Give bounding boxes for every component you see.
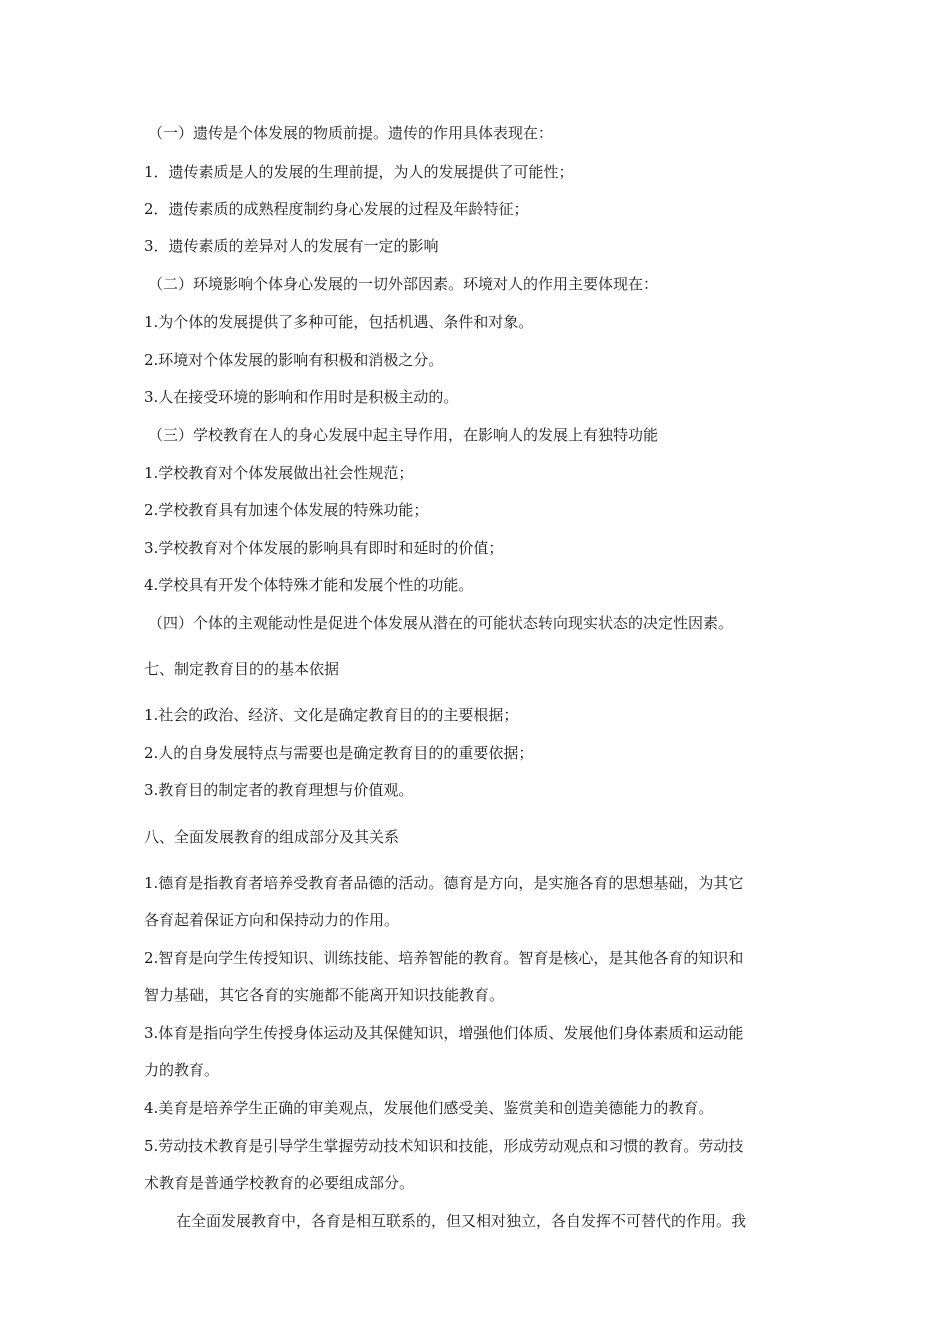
- paragraph-line: 3.体育是指向学生传授身体运动及其保健知识，增强他们体质、发展他们身体素质和运动能: [144, 1024, 744, 1042]
- list-item: 1.为个体的发展提供了多种可能，包括机遇、条件和对象。: [144, 313, 534, 331]
- list-item: 3.教育目的制定者的教育理想与价值观。: [144, 781, 414, 799]
- list-item: 2.人的自身发展特点与需要也是确定教育目的的重要依据；: [144, 744, 534, 762]
- list-item: 1.学校教育对个体发展做出社会性规范；: [144, 464, 414, 482]
- list-item: 2．遗传素质的成熟程度制约身心发展的过程及年龄特征；: [144, 200, 529, 218]
- list-item: 2.学校教育具有加速个体发展的特殊功能；: [144, 501, 429, 519]
- section-heading-environment: （二）环境影响个体身心发展的一切外部因素。环境对人的作用主要体现在：: [148, 275, 659, 293]
- paragraph-line: 在全面发展教育中，各育是相互联系的，但又相对独立，各自发挥不可替代的作用。我: [176, 1212, 747, 1230]
- list-item: 1.社会的政治、经济、文化是确定教育目的的主要根据；: [144, 706, 519, 724]
- paragraph-line: 4.美育是培养学生正确的审美观点，发展他们感受美、鉴赏美和创造美德能力的教育。: [144, 1099, 714, 1117]
- paragraph-line: 各育起着保证方向和保持动力的作用。: [144, 911, 400, 929]
- section-heading-initiative: （四）个体的主观能动性是促进个体发展从潜在的可能状态转向现实状态的决定性因素。: [148, 614, 734, 632]
- paragraph-line: 术教育是普通学校教育的必要组成部分。: [144, 1174, 415, 1192]
- section-heading-heredity: （一）遗传是个体发展的物质前提。遗传的作用具体表现在：: [148, 124, 554, 142]
- list-item: 4.学校具有开发个体特殊才能和发展个性的功能。: [144, 576, 474, 594]
- list-item: 2.环境对个体发展的影响有积极和消极之分。: [144, 351, 444, 369]
- paragraph-line: 1.德育是指教育者培养受教育者品德的活动。德育是方向，是实施各育的思想基础，为其它: [144, 874, 744, 892]
- paragraph-line: 2.智育是向学生传授知识、训练技能、培养智能的教育。智育是核心，是其他各育的知识和: [144, 949, 744, 967]
- list-item: 3.人在接受环境的影响和作用时是积极主动的。: [144, 388, 459, 406]
- paragraph-line: 力的教育。: [144, 1061, 220, 1079]
- paragraph-line: 5.劳动技术教育是引导学生掌握劳动技术知识和技能，形成劳动观点和习惯的教育。劳动技: [144, 1137, 744, 1155]
- paragraph-line: 智力基础，其它各育的实施都不能离开知识技能教育。: [144, 986, 505, 1004]
- section-heading-seven: 七、制定教育目的的基本依据: [144, 660, 340, 678]
- list-item: 1．遗传素质是人的发展的生理前提，为人的发展提供了可能性；: [144, 163, 574, 181]
- list-item: 3.学校教育对个体发展的影响具有即时和延时的价值；: [144, 539, 504, 557]
- list-item: 3．遗传素质的差异对人的发展有一定的影响: [144, 237, 439, 255]
- section-heading-school-education: （三）学校教育在人的身心发展中起主导作用，在影响人的发展上有独特功能: [148, 426, 659, 444]
- section-heading-eight: 八、全面发展教育的组成部分及其关系: [144, 828, 400, 846]
